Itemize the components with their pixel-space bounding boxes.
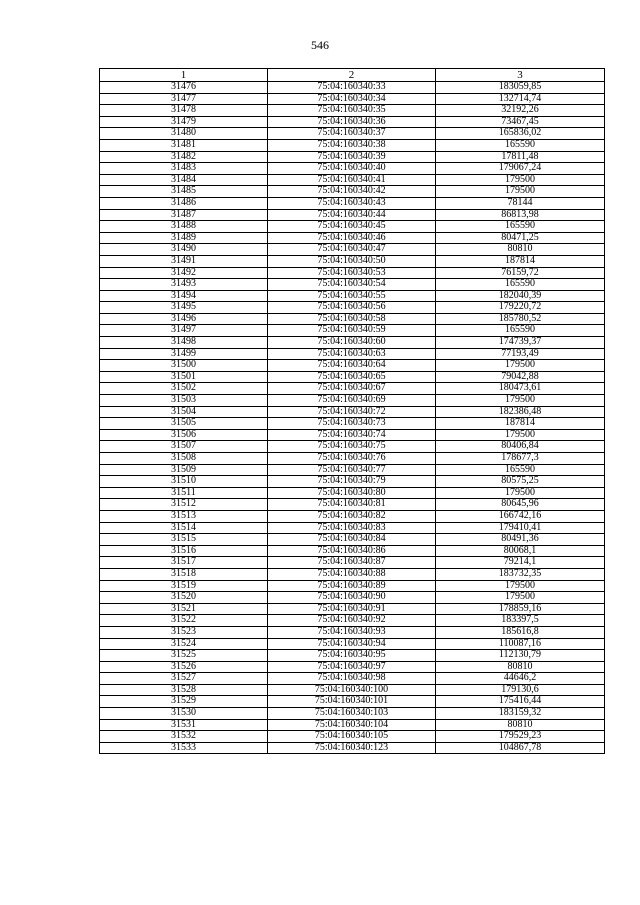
cadastral-number-cell: 75:04:160340:40 [268, 163, 436, 175]
row-number-cell: 31491 [100, 255, 268, 267]
value-cell: 165590 [436, 325, 605, 337]
table-row [100, 139, 605, 151]
cadastral-number-cell: 75:04:160340:95 [268, 650, 436, 662]
value-cell: 179500 [436, 174, 605, 186]
cadastral-number-cell: 75:04:160340:74 [268, 429, 436, 441]
table-row [100, 708, 605, 720]
value-cell: 80491,36 [436, 534, 605, 546]
row-number-cell: 31530 [100, 708, 268, 720]
value-cell: 179500 [436, 487, 605, 499]
row-number-cell: 31524 [100, 638, 268, 650]
cadastral-number-cell: 75:04:160340:54 [268, 279, 436, 291]
table-row [100, 105, 605, 117]
value-cell: 187814 [436, 418, 605, 430]
row-number-cell: 31510 [100, 476, 268, 488]
value-cell: 178677,3 [436, 453, 605, 465]
cadastral-number-cell: 75:04:160340:34 [268, 93, 436, 105]
table-row [100, 244, 605, 256]
table-row [100, 395, 605, 407]
cadastral-number-cell: 75:04:160340:36 [268, 116, 436, 128]
value-cell: 183732,35 [436, 568, 605, 580]
row-number-cell: 31494 [100, 290, 268, 302]
table-row [100, 534, 605, 546]
value-cell: 179500 [436, 360, 605, 372]
table-row [100, 151, 605, 163]
cadastral-number-cell: 75:04:160340:94 [268, 638, 436, 650]
cadastral-number-cell: 75:04:160340:89 [268, 580, 436, 592]
row-number-cell: 31509 [100, 464, 268, 476]
value-cell: 179067,24 [436, 163, 605, 175]
cadastral-number-cell: 75:04:160340:105 [268, 731, 436, 743]
table-row [100, 441, 605, 453]
value-cell: 79042,88 [436, 371, 605, 383]
cadastral-number-cell: 75:04:160340:97 [268, 661, 436, 673]
value-cell: 183397,5 [436, 615, 605, 627]
cadastral-number-cell: 75:04:160340:123 [268, 742, 436, 754]
table-row [100, 209, 605, 221]
value-cell: 179500 [436, 580, 605, 592]
table-row [100, 279, 605, 291]
row-number-cell: 31483 [100, 163, 268, 175]
cadastral-number-cell: 75:04:160340:33 [268, 82, 436, 94]
cadastral-number-cell: 75:04:160340:72 [268, 406, 436, 418]
value-cell: 86813,98 [436, 209, 605, 221]
cadastral-number-cell: 75:04:160340:84 [268, 534, 436, 546]
value-cell: 80471,25 [436, 232, 605, 244]
table-row [100, 626, 605, 638]
value-cell: 187814 [436, 255, 605, 267]
value-cell: 183159,32 [436, 708, 605, 720]
cadastral-number-cell: 75:04:160340:67 [268, 383, 436, 395]
cadastral-number-cell: 75:04:160340:93 [268, 626, 436, 638]
cadastral-number-cell: 75:04:160340:43 [268, 197, 436, 209]
table-row [100, 174, 605, 186]
table-row [100, 568, 605, 580]
row-number-cell: 31500 [100, 360, 268, 372]
row-number-cell: 31492 [100, 267, 268, 279]
row-number-cell: 31502 [100, 383, 268, 395]
row-number-cell: 31512 [100, 499, 268, 511]
row-number-cell: 31503 [100, 395, 268, 407]
value-cell: 80810 [436, 719, 605, 731]
table-row [100, 313, 605, 325]
row-number-cell: 31487 [100, 209, 268, 221]
value-cell: 32192,26 [436, 105, 605, 117]
value-cell: 165590 [436, 221, 605, 233]
cadastral-number-cell: 75:04:160340:47 [268, 244, 436, 256]
value-cell: 80575,25 [436, 476, 605, 488]
cadastral-number-cell: 75:04:160340:87 [268, 557, 436, 569]
cadastral-number-cell: 75:04:160340:83 [268, 522, 436, 534]
cadastral-number-cell: 75:04:160340:56 [268, 302, 436, 314]
table-row [100, 325, 605, 337]
row-number-cell: 31495 [100, 302, 268, 314]
row-number-cell: 31523 [100, 626, 268, 638]
row-number-cell: 31520 [100, 592, 268, 604]
value-cell: 110087,16 [436, 638, 605, 650]
value-cell: 80810 [436, 244, 605, 256]
value-cell: 185780,52 [436, 313, 605, 325]
cadastral-number-cell: 75:04:160340:77 [268, 464, 436, 476]
row-number-cell: 31477 [100, 93, 268, 105]
value-cell: 79214,1 [436, 557, 605, 569]
table-row [100, 487, 605, 499]
table-row [100, 510, 605, 522]
cadastral-number-cell: 75:04:160340:60 [268, 337, 436, 349]
table-row [100, 371, 605, 383]
cadastral-number-cell: 75:04:160340:41 [268, 174, 436, 186]
table-row [100, 545, 605, 557]
row-number-cell: 31507 [100, 441, 268, 453]
row-number-cell: 31484 [100, 174, 268, 186]
table-row [100, 290, 605, 302]
row-number-cell: 31522 [100, 615, 268, 627]
row-number-cell: 31493 [100, 279, 268, 291]
cadastral-number-cell: 75:04:160340:80 [268, 487, 436, 499]
data-table [99, 68, 605, 754]
value-cell: 112130,79 [436, 650, 605, 662]
cadastral-number-cell: 75:04:160340:79 [268, 476, 436, 488]
value-cell: 73467,45 [436, 116, 605, 128]
row-number-cell: 31529 [100, 696, 268, 708]
table-row [100, 163, 605, 175]
table-row [100, 82, 605, 94]
cadastral-number-cell: 75:04:160340:69 [268, 395, 436, 407]
row-number-cell: 31486 [100, 197, 268, 209]
value-cell: 185616,8 [436, 626, 605, 638]
value-cell: 44646,2 [436, 673, 605, 685]
cadastral-number-cell: 75:04:160340:58 [268, 313, 436, 325]
column-header-3: 3 [436, 69, 605, 82]
row-number-cell: 31532 [100, 731, 268, 743]
table-row [100, 557, 605, 569]
cadastral-number-cell: 75:04:160340:44 [268, 209, 436, 221]
table-row [100, 302, 605, 314]
table-row [100, 615, 605, 627]
table-header-row [100, 69, 605, 82]
value-cell: 104867,78 [436, 742, 605, 754]
value-cell: 78144 [436, 197, 605, 209]
table-row [100, 731, 605, 743]
cadastral-number-cell: 75:04:160340:91 [268, 603, 436, 615]
row-number-cell: 31482 [100, 151, 268, 163]
value-cell: 80645,96 [436, 499, 605, 511]
cadastral-number-cell: 75:04:160340:50 [268, 255, 436, 267]
table-row [100, 186, 605, 198]
cadastral-number-cell: 75:04:160340:35 [268, 105, 436, 117]
table-row [100, 592, 605, 604]
column-header-1: 1 [100, 69, 268, 82]
table-row [100, 696, 605, 708]
table-row [100, 383, 605, 395]
value-cell: 80068,1 [436, 545, 605, 557]
row-number-cell: 31499 [100, 348, 268, 360]
row-number-cell: 31490 [100, 244, 268, 256]
value-cell: 165590 [436, 464, 605, 476]
table-row [100, 337, 605, 349]
row-number-cell: 31497 [100, 325, 268, 337]
cadastral-number-cell: 75:04:160340:104 [268, 719, 436, 731]
value-cell: 77193,49 [436, 348, 605, 360]
value-cell: 182040,39 [436, 290, 605, 302]
value-cell: 178859,16 [436, 603, 605, 615]
table-row [100, 453, 605, 465]
value-cell: 165836,02 [436, 128, 605, 140]
row-number-cell: 31533 [100, 742, 268, 754]
value-cell: 179500 [436, 429, 605, 441]
row-number-cell: 31528 [100, 684, 268, 696]
row-number-cell: 31514 [100, 522, 268, 534]
cadastral-number-cell: 75:04:160340:63 [268, 348, 436, 360]
row-number-cell: 31519 [100, 580, 268, 592]
cadastral-number-cell: 75:04:160340:53 [268, 267, 436, 279]
row-number-cell: 31504 [100, 406, 268, 418]
row-number-cell: 31525 [100, 650, 268, 662]
cadastral-number-cell: 75:04:160340:45 [268, 221, 436, 233]
cadastral-number-cell: 75:04:160340:76 [268, 453, 436, 465]
row-number-cell: 31485 [100, 186, 268, 198]
row-number-cell: 31480 [100, 128, 268, 140]
cadastral-number-cell: 75:04:160340:73 [268, 418, 436, 430]
cadastral-number-cell: 75:04:160340:86 [268, 545, 436, 557]
cadastral-number-cell: 75:04:160340:103 [268, 708, 436, 720]
value-cell: 179410,41 [436, 522, 605, 534]
value-cell: 183059,85 [436, 82, 605, 94]
cadastral-number-cell: 75:04:160340:64 [268, 360, 436, 372]
row-number-cell: 31505 [100, 418, 268, 430]
value-cell: 165590 [436, 139, 605, 151]
cadastral-number-cell: 75:04:160340:82 [268, 510, 436, 522]
row-number-cell: 31517 [100, 557, 268, 569]
row-number-cell: 31498 [100, 337, 268, 349]
row-number-cell: 31479 [100, 116, 268, 128]
table-row [100, 267, 605, 279]
value-cell: 80810 [436, 661, 605, 673]
page-number: 546 [311, 38, 329, 52]
row-number-cell: 31513 [100, 510, 268, 522]
value-cell: 179500 [436, 592, 605, 604]
table-row [100, 684, 605, 696]
table-row [100, 348, 605, 360]
row-number-cell: 31527 [100, 673, 268, 685]
cadastral-number-cell: 75:04:160340:37 [268, 128, 436, 140]
table-row [100, 406, 605, 418]
table-row [100, 360, 605, 372]
cadastral-number-cell: 75:04:160340:92 [268, 615, 436, 627]
cadastral-number-cell: 75:04:160340:101 [268, 696, 436, 708]
value-cell: 80406,84 [436, 441, 605, 453]
table-row [100, 128, 605, 140]
cadastral-number-cell: 75:04:160340:46 [268, 232, 436, 244]
table-row [100, 476, 605, 488]
table-row [100, 197, 605, 209]
table-row [100, 93, 605, 105]
cadastral-number-cell: 75:04:160340:59 [268, 325, 436, 337]
value-cell: 179529,23 [436, 731, 605, 743]
table-row [100, 464, 605, 476]
table-row [100, 418, 605, 430]
table-body [100, 82, 605, 754]
row-number-cell: 31518 [100, 568, 268, 580]
value-cell: 180473,61 [436, 383, 605, 395]
row-number-cell: 31506 [100, 429, 268, 441]
value-cell: 179500 [436, 395, 605, 407]
cadastral-number-cell: 75:04:160340:81 [268, 499, 436, 511]
table-row [100, 603, 605, 615]
row-number-cell: 31508 [100, 453, 268, 465]
cadastral-number-cell: 75:04:160340:98 [268, 673, 436, 685]
table-row [100, 650, 605, 662]
cadastral-number-cell: 75:04:160340:55 [268, 290, 436, 302]
cadastral-number-cell: 75:04:160340:42 [268, 186, 436, 198]
cadastral-number-cell: 75:04:160340:38 [268, 139, 436, 151]
value-cell: 179130,6 [436, 684, 605, 696]
cadastral-number-cell: 75:04:160340:39 [268, 151, 436, 163]
row-number-cell: 31521 [100, 603, 268, 615]
row-number-cell: 31526 [100, 661, 268, 673]
row-number-cell: 31496 [100, 313, 268, 325]
row-number-cell: 31516 [100, 545, 268, 557]
row-number-cell: 31478 [100, 105, 268, 117]
value-cell: 132714,74 [436, 93, 605, 105]
cadastral-number-cell: 75:04:160340:65 [268, 371, 436, 383]
value-cell: 179220,72 [436, 302, 605, 314]
table-row [100, 255, 605, 267]
column-header-2: 2 [268, 69, 436, 82]
table-row [100, 499, 605, 511]
cadastral-number-cell: 75:04:160340:90 [268, 592, 436, 604]
table-row [100, 742, 605, 754]
value-cell: 179500 [436, 186, 605, 198]
row-number-cell: 31489 [100, 232, 268, 244]
table-row [100, 232, 605, 244]
table-row [100, 116, 605, 128]
table-row [100, 673, 605, 685]
table-row [100, 719, 605, 731]
row-number-cell: 31481 [100, 139, 268, 151]
value-cell: 76159,72 [436, 267, 605, 279]
table-row [100, 429, 605, 441]
table-row [100, 580, 605, 592]
value-cell: 175416,44 [436, 696, 605, 708]
cadastral-number-cell: 75:04:160340:88 [268, 568, 436, 580]
row-number-cell: 31476 [100, 82, 268, 94]
row-number-cell: 31511 [100, 487, 268, 499]
value-cell: 166742,16 [436, 510, 605, 522]
cadastral-number-cell: 75:04:160340:100 [268, 684, 436, 696]
value-cell: 17811,48 [436, 151, 605, 163]
table-row [100, 638, 605, 650]
value-cell: 165590 [436, 279, 605, 291]
value-cell: 182386,48 [436, 406, 605, 418]
row-number-cell: 31531 [100, 719, 268, 731]
table-row [100, 661, 605, 673]
row-number-cell: 31501 [100, 371, 268, 383]
cadastral-number-cell: 75:04:160340:75 [268, 441, 436, 453]
table-row [100, 221, 605, 233]
value-cell: 174739,37 [436, 337, 605, 349]
table-row [100, 522, 605, 534]
row-number-cell: 31515 [100, 534, 268, 546]
row-number-cell: 31488 [100, 221, 268, 233]
